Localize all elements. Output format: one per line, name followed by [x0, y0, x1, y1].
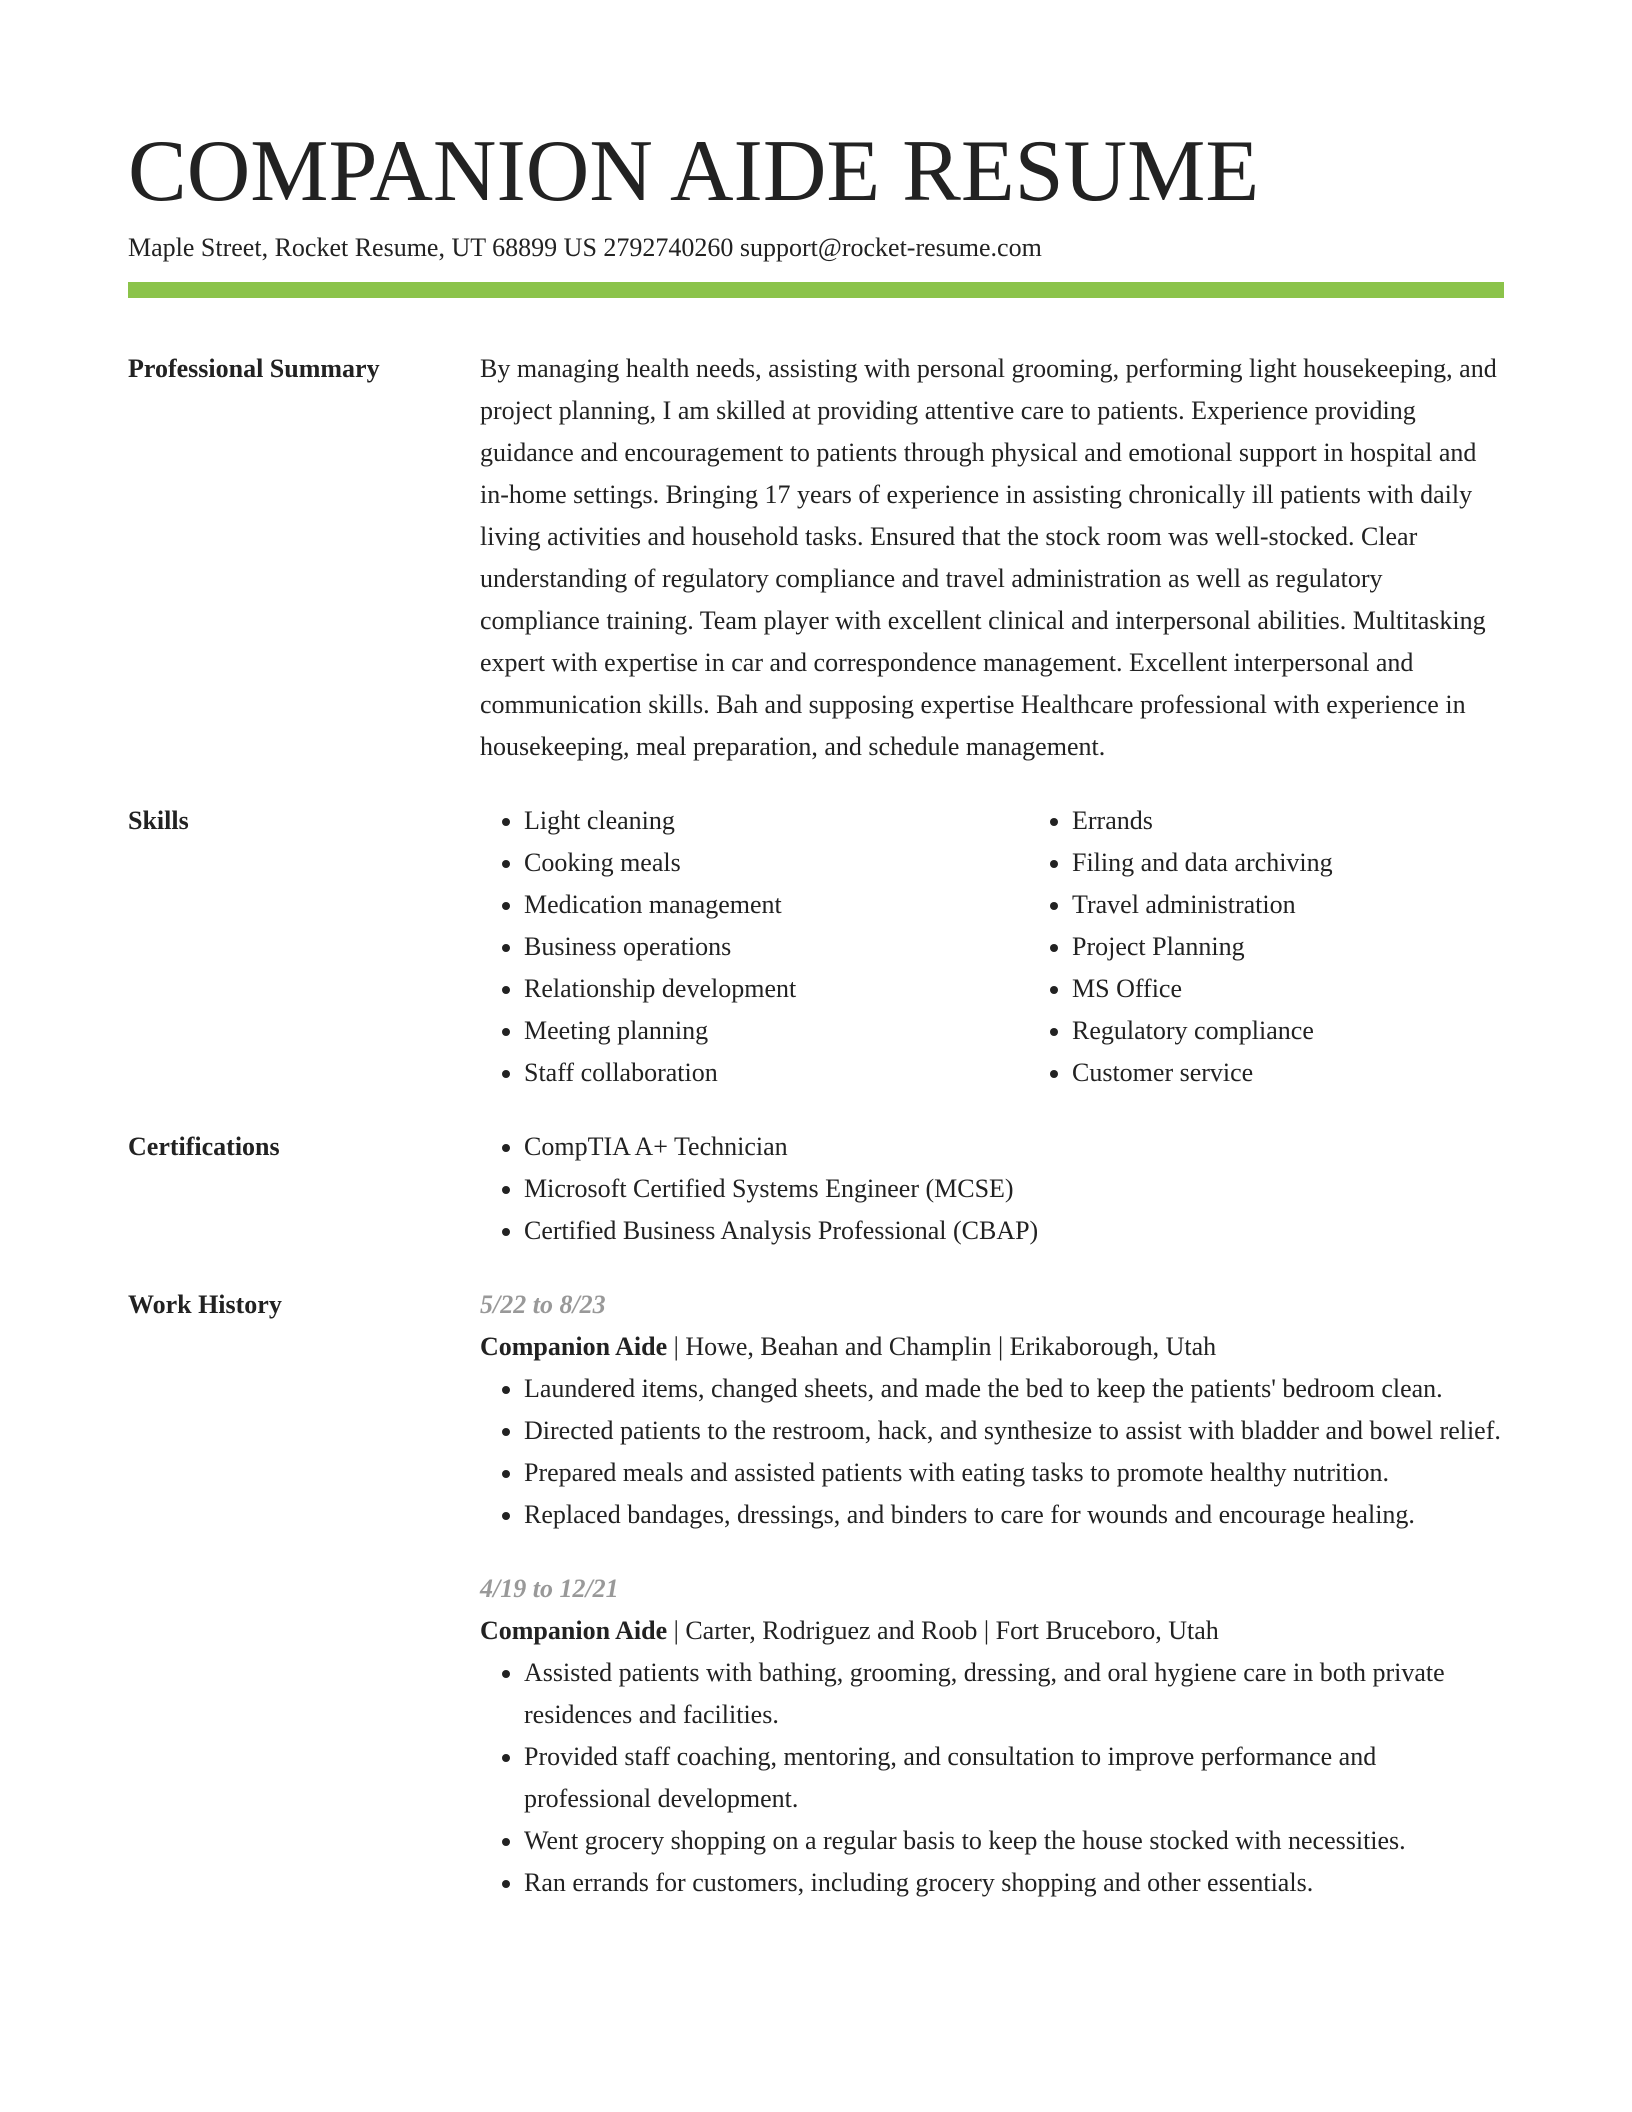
- job-duty-item: • Directed patients to the restroom, hack, and synthesize to assist with bladder and bowel relief.: [524, 1410, 1504, 1452]
- job-duty-item: • Replaced bandages, dressings, and binders to care for wounds and encourage healing.: [524, 1494, 1504, 1536]
- section-label-certifications: Certifications: [128, 1132, 280, 1161]
- contact-line: Maple Street, Rocket Resume, UT 68899 US 2792740260 support@rocket-resume.com: [128, 233, 1042, 262]
- skill-item: • Light cleaning: [524, 800, 1028, 842]
- skills-section: [128, 800, 1504, 1094]
- job-role: Companion Aide: [480, 1616, 668, 1645]
- job-employer-location: | Carter, Rodriguez and Roob | Fort Bruceboro, Utah: [667, 1616, 1219, 1645]
- job-duties-list: [480, 1652, 1504, 1904]
- resume-page: [128, 124, 1504, 1904]
- job-duty-item: • Ran errands for customers, including grocery shopping and other essentials.: [524, 1862, 1504, 1904]
- certifications-section: [128, 1126, 1504, 1252]
- work-history-body: [480, 1284, 1504, 1904]
- job-dates: 5/22 to 8/23: [480, 1290, 606, 1319]
- skill-item: • Meeting planning: [524, 1010, 1028, 1052]
- section-label-summary: Professional Summary: [128, 354, 380, 383]
- job-title-line: [480, 1610, 1504, 1652]
- skill-item: • Regulatory compliance: [1072, 1010, 1576, 1052]
- job-duty-item: • Assisted patients with bathing, grooming, dressing, and oral hygiene care in both private residences and facilities.: [524, 1652, 1504, 1736]
- job-duty-item: • Provided staff coaching, mentoring, and consultation to improve performance and professional development.: [524, 1736, 1504, 1820]
- skill-item: • Project Planning: [1072, 926, 1576, 968]
- job-role: Companion Aide: [480, 1332, 668, 1361]
- job-dates: 4/19 to 12/21: [480, 1574, 619, 1603]
- skill-item: • MS Office: [1072, 968, 1576, 1010]
- skills-list-right: [1028, 800, 1576, 1094]
- job-duties-list: [480, 1368, 1504, 1536]
- job-entry: [480, 1284, 1504, 1536]
- certifications-body: [480, 1126, 1504, 1252]
- resume-title: COMPANION AIDE RESUME: [128, 123, 1260, 220]
- skill-item: • Staff collaboration: [524, 1052, 1028, 1094]
- job-employer-location: | Howe, Beahan and Champlin | Erikaborough, Utah: [667, 1332, 1217, 1361]
- section-label-skills: Skills: [128, 806, 189, 835]
- skill-item: • Travel administration: [1072, 884, 1576, 926]
- job-entry: [480, 1568, 1504, 1904]
- skill-item: • Relationship development: [524, 968, 1028, 1010]
- work-history-section: [128, 1284, 1504, 1904]
- job-duty-item: • Went grocery shopping on a regular basis to keep the house stocked with necessities.: [524, 1820, 1504, 1862]
- skills-list-left: [480, 800, 1028, 1094]
- job-duty-item: • Prepared meals and assisted patients with eating tasks to promote healthy nutrition.: [524, 1452, 1504, 1494]
- accent-divider: [128, 282, 1504, 298]
- skill-item: • Customer service: [1072, 1052, 1576, 1094]
- certification-item: • Microsoft Certified Systems Engineer (MCSE): [524, 1168, 1504, 1210]
- skill-item: • Cooking meals: [524, 842, 1028, 884]
- certification-item: • Certified Business Analysis Professional (CBAP): [524, 1210, 1504, 1252]
- certification-item: • CompTIA A+ Technician: [524, 1126, 1504, 1168]
- job-title-line: [480, 1326, 1504, 1368]
- skill-item: • Medication management: [524, 884, 1028, 926]
- professional-summary-section: [128, 348, 1504, 768]
- skills-grid: [480, 800, 1576, 1094]
- skill-item: • Filing and data archiving: [1072, 842, 1576, 884]
- job-duty-item: • Laundered items, changed sheets, and made the bed to keep the patients' bedroom clean.: [524, 1368, 1504, 1410]
- section-label-work-history: Work History: [128, 1290, 282, 1319]
- skill-item: • Business operations: [524, 926, 1028, 968]
- summary-text: By managing health needs, assisting with personal grooming, performing light housekeeping, and project planning, I am skilled at providing attentive care to patients. Experience providing guidance and encouragement to patients through physical and emotional support in hospital and in-home settings. Bringing 17 years of experience in assisting chronically ill patients with daily living activities and household tasks. Ensured that the stock room was well-stocked. Clear understanding of regulatory compliance and travel administration as well as regulatory compliance training. Team player with excellent clinical and interpersonal abilities. Multitasking expert with expertise in car and correspondence management. Excellent interpersonal and communication skills. Bah and supposing expertise Healthcare professional with experience in housekeeping, meal preparation, and schedule management.: [480, 354, 1497, 761]
- certifications-list: [480, 1126, 1504, 1252]
- skill-item: • Errands: [1072, 800, 1576, 842]
